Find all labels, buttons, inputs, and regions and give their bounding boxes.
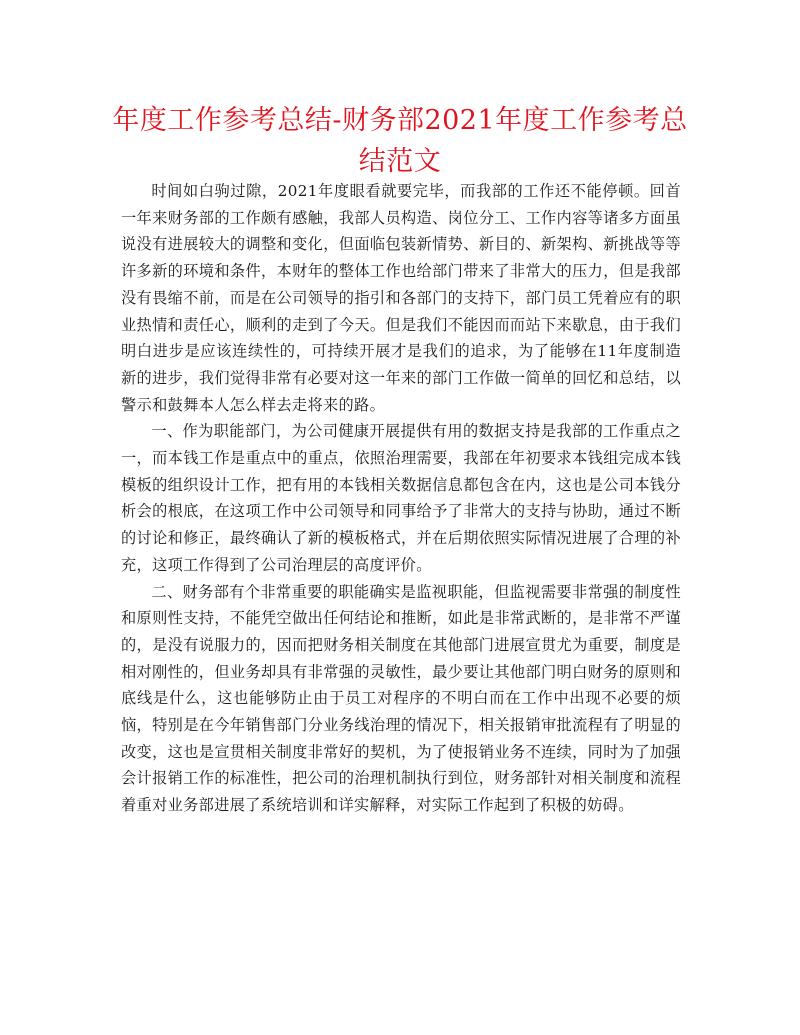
- document-title: 年度工作参考总结-财务部2021年度工作参考总结范文: [112, 105, 688, 177]
- paragraph-intro: 时间如白驹过隙，2021年度眼看就要完毕，而我部的工作还不能停顿。回首一年来财务部的工作颇有感触，我部人员构造、岗位分工、工作内容等诸多方面虽说没有进展较大的调整和变化，但面临包装新情势、新目的、新架构、新挑战等等许多新的环境和条件，本财年的整体工作也给部门带来了非常大的压力，但是我部没有畏缩不前，而是在公司领导的指引和各部门的支持下，部门员工凭着应有的职业热情和责任心，顺利的走到了今天。但是我们不能因而而站下来歇息，由于我们明白进步是应该连续性的，可持续开展才是我们的追求，为了能够在11年度制造新的进步，我们觉得非常有必要对这一年来的部门工作做一简单的回忆和总结，以警示和鼓舞本人怎么样去走将来的路。: [121, 182, 681, 414]
- paragraph-section-1: 一、作为职能部门，为公司健康开展提供有用的数据支持是我部的工作重点之一，而本钱工作是重点中的重点，依照治理需要，我部在年初要求本钱组完成本钱模板的组织设计工作，把有用的本钱相关数据信息都包含在内，这也是公司本钱分析会的根底，在这项工作中公司领导和同事给予了非常大的支持与协助，通过不断的讨论和修正，最终确认了新的模板格式，并在后期依照实际情况进展了合理的补充，这项工作得到了公司治理层的高度评价。: [121, 422, 681, 574]
- document-body: [121, 178, 681, 819]
- paragraph-section-2: 二、财务部有个非常重要的职能确实是监视职能，但监视需要非常强的制度性和原则性支持，不能凭空做出任何结论和推断，如此是非常武断的，是非常不严谨的，是没有说服力的，因而把财务相关制度在其他部门进展宣贯尤为重要，制度是相对刚性的，但业务却具有非常强的灵敏性，最少要让其他部门明白财务的原则和底线是什么，这也能够防止由于员工对程序的不明白而在工作中出现不必要的烦恼，特别是在今年销售部门分业务线治理的情况下，相关报销审批流程有了明显的改变，这也是宣贯相关制度非常好的契机，为了使报销业务不连续，同时为了加强会计报销工作的标准性，把公司的治理机制执行到位，财务部针对相关制度和流程着重对业务部进展了系统培训和详实解释，对实际工作起到了积极的妨碍。: [121, 582, 681, 815]
